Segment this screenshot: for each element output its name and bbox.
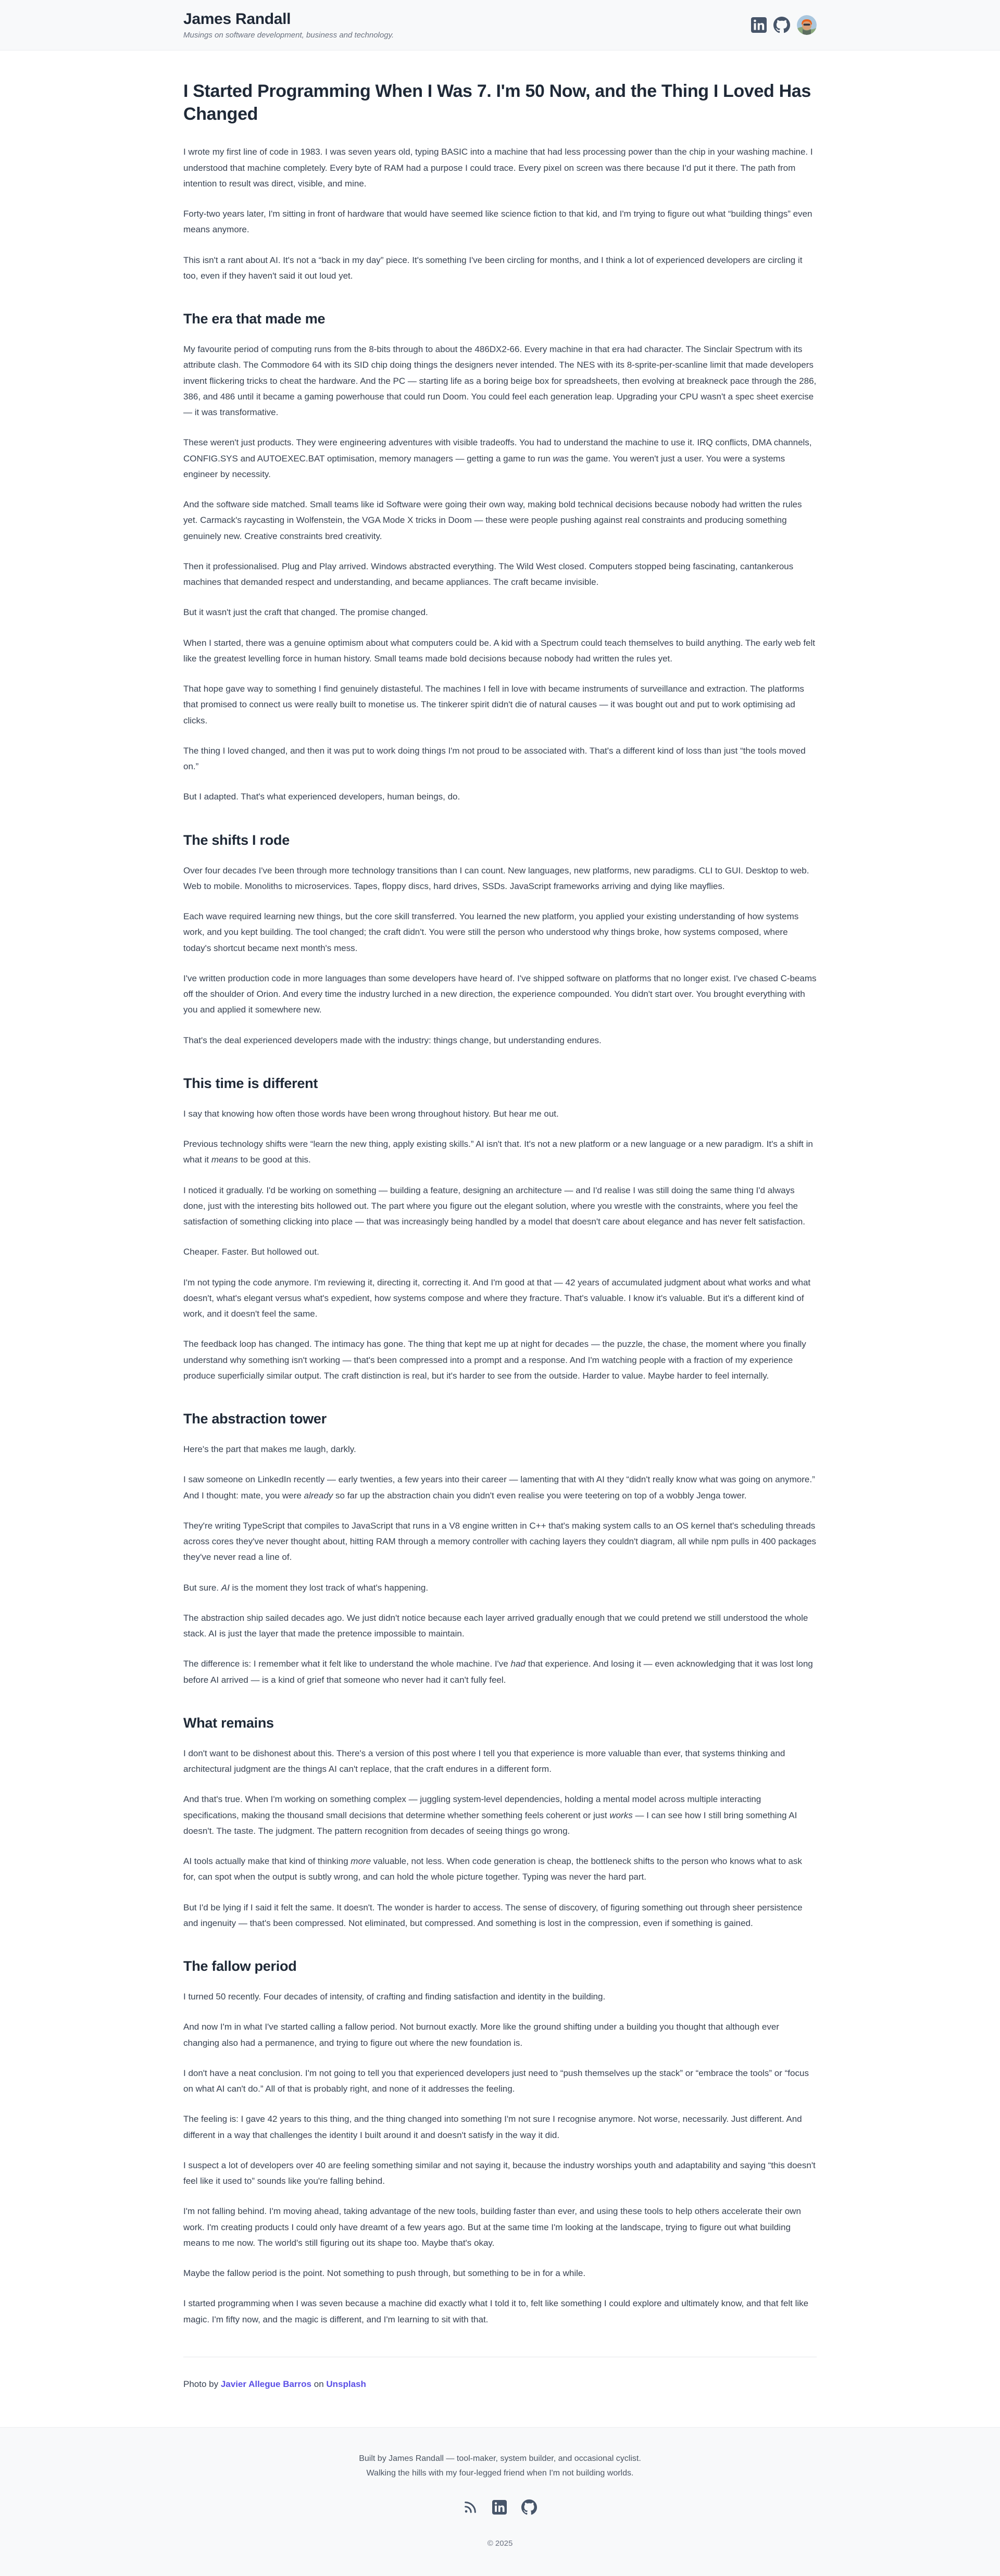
site-tagline: Musings on software development, business and technology. xyxy=(183,31,394,40)
paragraph: Forty-two years later, I'm sitting in front of hardware that would have seemed like science fiction to that kid, and I'm trying to figure out what “building things” even means anymore. xyxy=(183,209,813,235)
paragraph: I don't have a neat conclusion. I'm not going to tell you that experienced developers just need to “push themselves up the stack” or “embrace the tools” or “focus on what AI can't do.” All of that is probably right, and none of it addresses the feeling. xyxy=(183,2068,809,2094)
paragraph: And now I'm in what I've started calling a fallow period. Not burnout exactly. More like the ground shifting under a building you thought that although ever changing also had a permanence, and trying to figure out where the new foundation is. xyxy=(183,2022,779,2048)
linkedin-icon[interactable] xyxy=(492,2500,507,2515)
github-icon[interactable] xyxy=(521,2499,537,2515)
paragraph: I say that knowing how often those words have been wrong throughout history. But hear me out. xyxy=(183,1108,559,1119)
paragraph: AI tools actually make that kind of thinking more valuable, not less. When code generation is cheap, the bottleneck shifts to the person who knows what to ask for, can spot when the output is subtly wrong, and can hold the whole picture together. Typing was never the hard part. xyxy=(183,1856,802,1882)
paragraph: The abstraction ship sailed decades ago. We just didn't notice because each layer arrived gradually enough that we could pretend we still understood the whole stack. AI is just the layer that made the pretence impossible to maintain. xyxy=(183,1612,808,1639)
paragraph: But I adapted. That's what experienced developers, human beings, do. xyxy=(183,792,460,802)
paragraph: But I'd be lying if I said it felt the same. It doesn't. The wonder is harder to access. The sense of discovery, of figuring something out through sheer persistence and ingenuity — that's been compressed. Not eliminated, but compressed. And something is lost in the compression, even if something is gained. xyxy=(183,1902,803,1928)
paragraph: And the software side matched. Small teams like id Software were going their own way, making bold technical decisions because nobody had written the rules yet. Carmack's raycasting in Wolfenstein, the VGA Mode X tricks in Doom — these were people pushing against real constraints and producing something genuinely new. Creative constraints bred creativity. xyxy=(183,499,802,541)
paragraph: That's the deal experienced developers made with the industry: things change, but understanding endures. xyxy=(183,1035,602,1045)
paragraph: But it wasn't just the craft that changed. The promise changed. xyxy=(183,607,428,618)
article-sections xyxy=(183,144,817,2328)
paragraph: I started programming when I was seven because a machine did exactly what I told it to, felt like something I could explore and ultimately know, and that felt like magic. I'm fifty now, and the magic is different, and I'm learning to sit with that. xyxy=(183,2298,809,2324)
photo-credit-author-link[interactable]: Javier Allegue Barros xyxy=(220,2379,312,2389)
photo-credit-middle: on xyxy=(311,2379,327,2389)
paragraph: That hope gave way to something I find genuinely distasteful. The machines I fell in love with became instruments of surveillance and extraction. The platforms that promised to connect us were really built to monetise us. The tinkerer spirit didn't die of natural causes — it was bought out and put to work optimising ad clicks. xyxy=(183,684,804,726)
section-heading: The shifts I rode xyxy=(183,832,290,848)
paragraph: I saw someone on LinkedIn recently — early twenties, a few years into their career — lamenting that with AI they “didn't really know what was going on anymore.” And I thought: mate, you were already so far up the abstraction chain you didn't even realise you were teetering on top of a wobbly Jenga tower. xyxy=(183,1474,815,1500)
paragraph: I suspect a lot of developers over 40 are feeling something similar and not saying it, because the industry worships youth and adaptability and saying “this doesn't feel like it used to” sounds like you're falling behind. xyxy=(183,2160,816,2186)
paragraph: When I started, there was a genuine optimism about what computers could be. A kid with a Spectrum could teach themselves to build anything. The early web felt like the greatest levelling force in human history. Small teams made bold decisions because nobody had written the rules yet. xyxy=(183,637,816,664)
paragraph: The feeling is: I gave 42 years to this thing, and the thing changed into something I'm not sure I recognise anymore. Not worse, necessarily. Just different. And different in a way that challenges the identity I built around it and doesn't satisfy in the way it did. xyxy=(183,2114,802,2140)
site-footer xyxy=(0,2427,1000,2576)
paragraph: I'm not typing the code anymore. I'm reviewing it, directing it, correcting it. And I'm good at that — 42 years of accumulated judgment about what works and what doesn't, what's elegant versus what's expedient, how systems compose and where they fracture. That's valuable. I know it's valuable. But it's a different kind of work, and it doesn't feel the same. xyxy=(183,1277,811,1319)
paragraph: Over four decades I've been through more technology transitions than I can count. New languages, new platforms, new paradigms. CLI to GUI. Desktop to web. Web to mobile. Monoliths to microservices. Tapes, floppy discs, hard drives, SSDs. JavaScript frameworks arriving and dying like mayflies. xyxy=(183,865,809,891)
header-social-icons xyxy=(751,15,817,35)
site-name: James Randall xyxy=(183,10,291,28)
photo-credit xyxy=(183,2379,817,2390)
paragraph: These weren't just products. They were engineering adventures with visible tradeoffs. You had to understand the machine to use it. IRQ conflicts, DMA channels, CONFIG.SYS and AUTOEXEC.BAT optimisation, memory managers — getting a game to run was the game. You weren't just a user. You were a systems engineer by necessity. xyxy=(183,437,812,479)
github-icon[interactable] xyxy=(773,17,790,33)
copyright: © 2025 xyxy=(487,2539,513,2548)
footer-bio-line2: Walking the hills with my four-legged friend when I'm not building worlds. xyxy=(366,2468,634,2478)
paragraph: The feedback loop has changed. The intimacy has gone. The thing that kept me up at night for decades — the puzzle, the chase, the moment where you finally understand why something isn't working — that's been compressed into a prompt and a response. And I'm watching people with a fraction of my experience produce superficially similar output. The craft distinction is real, but it's harder to see from the outside. Harder to value. Maybe harder to feel internally. xyxy=(183,1339,806,1381)
footer-social-icons xyxy=(12,2499,988,2515)
post-title: I Started Programming When I Was 7. I'm 50 Now, and the Thing I Loved Has Changed xyxy=(183,81,811,124)
footer-bio-line1: Built by James Randall — tool-maker, system builder, and occasional cyclist. xyxy=(359,2454,641,2463)
main-content xyxy=(171,51,829,2427)
paragraph: I noticed it gradually. I'd be working on something — building a feature, designing an architecture — and I'd realise I was still doing the same thing I'd always done, just with the interesting bits hollowed out. The part where you figure out the elegant solution, where you wrestle with the constraints, where you feel the satisfaction of something clicking into place — that was increasingly being handled by a model that doesn't care about elegance and has never felt satisfaction. xyxy=(183,1185,805,1227)
author-avatar xyxy=(797,15,817,35)
paragraph: They're writing TypeScript that compiles to JavaScript that runs in a V8 engine written in C++ that's making system calls to an OS kernel that's scheduling threads across cores they've never thought about, hitting RAM through a memory controller with caching layers they couldn't diagram, all while npm pulls in 400 packages they've never read a line of. xyxy=(183,1520,817,1562)
section-heading: The era that made me xyxy=(183,311,326,327)
paragraph: This isn't a rant about AI. It's not a “back in my day” piece. It's something I've been circling for months, and I think a lot of experienced developers are circling it too, even if they haven't said it out loud yet. xyxy=(183,255,803,281)
paragraph: And that's true. When I'm working on something complex — juggling system-level dependencies, holding a mental model across multiple interacting specifications, making the thousand small decisions that determine whether something feels coherent or just works — I can see how I still bring something AI doesn't. The taste. The judgment. The pattern recognition from decades of seeing things go wrong. xyxy=(183,1794,797,1836)
paragraph: I wrote my first line of code in 1983. I was seven years old, typing BASIC into a machine that had less processing power than the chip in your washing machine. I understood that machine completely. Every byte of RAM had a purpose I could trace. Every pixel on screen was there because I'd put it there. The path from intention to result was direct, visible, and mine. xyxy=(183,147,813,189)
blog-post xyxy=(183,51,817,2427)
section-heading: This time is different xyxy=(183,1075,318,1091)
linkedin-icon[interactable] xyxy=(751,17,767,33)
paragraph: The difference is: I remember what it felt like to understand the whole machine. I've had that experience. And losing it — even acknowledging that it was lost long before AI arrived — is a kind of grief that someone who never had it can't fully feel. xyxy=(183,1659,813,1685)
photo-credit-prefix: Photo by xyxy=(183,2379,221,2389)
paragraph: Each wave required learning new things, but the core skill transferred. You learned the new platform, you applied your existing understanding of how systems work, and you kept building. The tool changed; the craft didn't. You were still the person who understood why things broke, how systems composed, where today's shortcut became next month's mess. xyxy=(183,911,799,953)
site-header xyxy=(0,0,1000,51)
paragraph: I've written production code in more languages than some developers have heard of. I've shipped software on platforms that no longer exist. I've chased C-beams off the shoulder of Orion. And every time the industry lurched in a new direction, the experience compounded. You didn't start over. You brought everything with you and applied it somewhere new. xyxy=(183,973,817,1015)
paragraph: I'm not falling behind. I'm moving ahead, taking advantage of the new tools, building faster than ever, and using these tools to help others accelerate their own work. I'm creating products I could only have dreamt of a few years ago. But at the same time I'm looking at the landscape, trying to figure out what building means to me now. The world's still figuring out its shape too. Maybe that's okay. xyxy=(183,2206,801,2248)
site-identity xyxy=(183,10,394,40)
paragraph: But sure. AI is the moment they lost track of what's happening. xyxy=(183,1582,429,1593)
rss-icon[interactable] xyxy=(463,2500,478,2515)
section-heading: The abstraction tower xyxy=(183,1411,327,1427)
paragraph: I turned 50 recently. Four decades of intensity, of crafting and finding satisfaction and identity in the building. xyxy=(183,1992,606,2002)
paragraph: Then it professionalised. Plug and Play arrived. Windows abstracted everything. The Wild West closed. Computers stopped being fascinating, cantankerous machines that demanded respect and understanding, and became appliances. The craft became invisible. xyxy=(183,561,794,587)
paragraph: The thing I loved changed, and then it was put to work doing things I'm not proud to be associated with. That's a different kind of loss than just “the tools moved on.” xyxy=(183,745,806,772)
photo-credit-source-link[interactable]: Unsplash xyxy=(326,2379,366,2389)
section-heading: The fallow period xyxy=(183,1958,297,1974)
paragraph: Maybe the fallow period is the point. Not something to push through, but something to be in for a while. xyxy=(183,2268,586,2279)
paragraph: My favourite period of computing runs from the 8-bits through to about the 486DX2-66. Every machine in that era had character. The Sinclair Spectrum with its attribute clash. The Commodore 64 with its SID chip doing things the designers never intended. The NES with its 8-sprite-per-scanline limit that made developers invent flickering tricks to cheat the hardware. And the PC — starting life as a boring beige box for spreadsheets, then evolving at breakneck pace through the 286, 386, and 486 until it became a gaming powerhouse that could run Doom. You could feel each generation leap. Upgrading your CPU wasn't a spec sheet exercise — it was transformative. xyxy=(183,344,817,418)
paragraph: Cheaper. Faster. But hollowed out. xyxy=(183,1247,319,1257)
paragraph: Here's the part that makes me laugh, darkly. xyxy=(183,1444,356,1455)
paragraph: Previous technology shifts were “learn the new thing, apply existing skills.” AI isn't that. It's not a new platform or a new language or a new paradigm. It's a shift in what it means to be good at this. xyxy=(183,1139,813,1165)
paragraph: I don't want to be dishonest about this. There's a version of this post where I tell you that experience is more valuable than ever, that systems thinking and architectural judgment are the things AI can't replace, that the craft endures in a different form. xyxy=(183,1748,785,1774)
section-heading: What remains xyxy=(183,1715,274,1731)
